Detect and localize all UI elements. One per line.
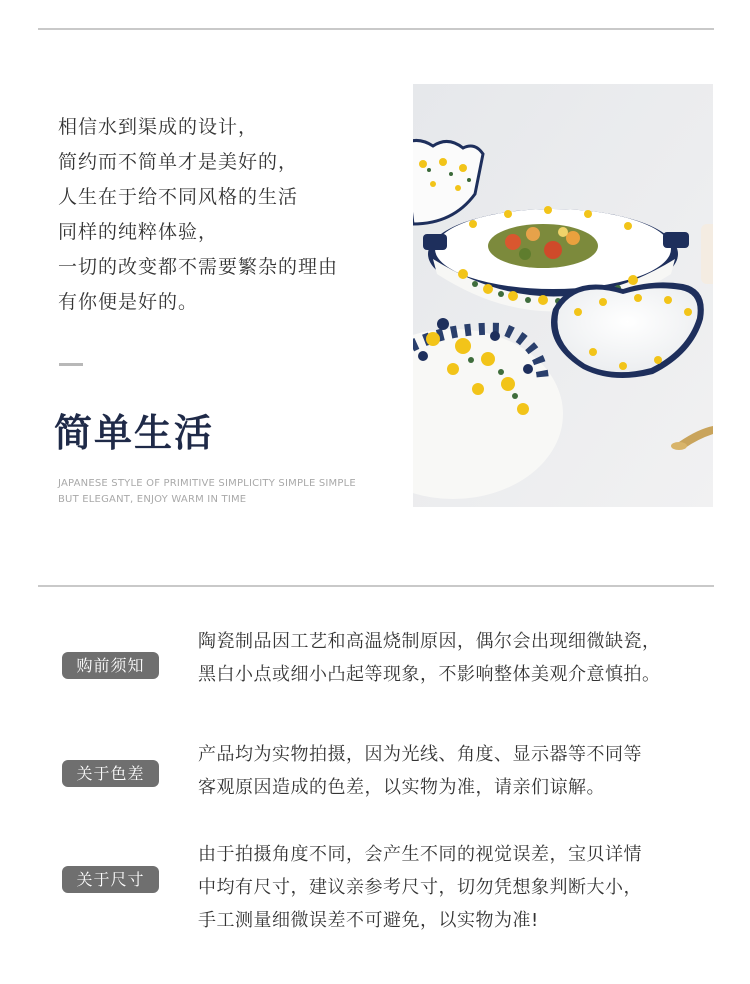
intro-line: 一切的改变都不需要繁杂的理由 <box>58 256 339 278</box>
notice-text <box>198 838 718 937</box>
intro-line: 相信水到渠成的设计， <box>58 116 259 138</box>
notice-line: 陶瓷制品因工艺和高温烧制原因，偶尔会出现细微缺瓷， <box>198 631 661 652</box>
top-divider <box>38 28 714 30</box>
subtitle-line: JAPANESE STYLE OF PRIMITIVE SIMPLICITY SIMPLE SIMPLE <box>58 478 356 489</box>
notice-badge: 关于色差 <box>62 760 159 787</box>
notice-text <box>198 738 718 804</box>
notice-line: 客观原因造成的色差，以实物为准，请亲们谅解。 <box>198 777 605 798</box>
notice-text <box>198 625 718 691</box>
intro-line: 人生在于给不同风格的生活 <box>58 186 299 208</box>
floral-ceramic-bowls-photo <box>413 84 713 507</box>
notice-badge: 关于尺寸 <box>62 866 159 893</box>
intro-paragraph <box>58 110 388 320</box>
notice-badge: 购前须知 <box>62 652 159 679</box>
english-subtitle <box>58 476 358 508</box>
short-dash-divider <box>59 363 83 366</box>
notice-line: 手工测量细微误差不可避免，以实物为准! <box>198 910 539 931</box>
product-photo <box>413 84 713 507</box>
intro-line: 简约而不简单才是美好的， <box>58 151 299 173</box>
notice-line: 产品均为实物拍摄，因为光线、角度、显示器等不同等 <box>198 744 642 765</box>
subtitle-line: BUT ELEGANT, ENJOY WARM IN TIME <box>58 494 247 505</box>
notice-line: 由于拍摄角度不同，会产生不同的视觉误差，宝贝详情 <box>198 844 642 865</box>
section-title: 简单生活 <box>54 411 215 455</box>
intro-line: 同样的纯粹体验， <box>58 221 219 243</box>
middle-divider <box>38 585 714 587</box>
notice-line: 中均有尺寸，建议亲参考尺寸，切勿凭想象判断大小， <box>198 877 642 898</box>
notice-line: 黑白小点或细小凸起等现象，不影响整体美观介意慎拍。 <box>198 664 661 685</box>
intro-line: 有你便是好的。 <box>58 291 199 313</box>
